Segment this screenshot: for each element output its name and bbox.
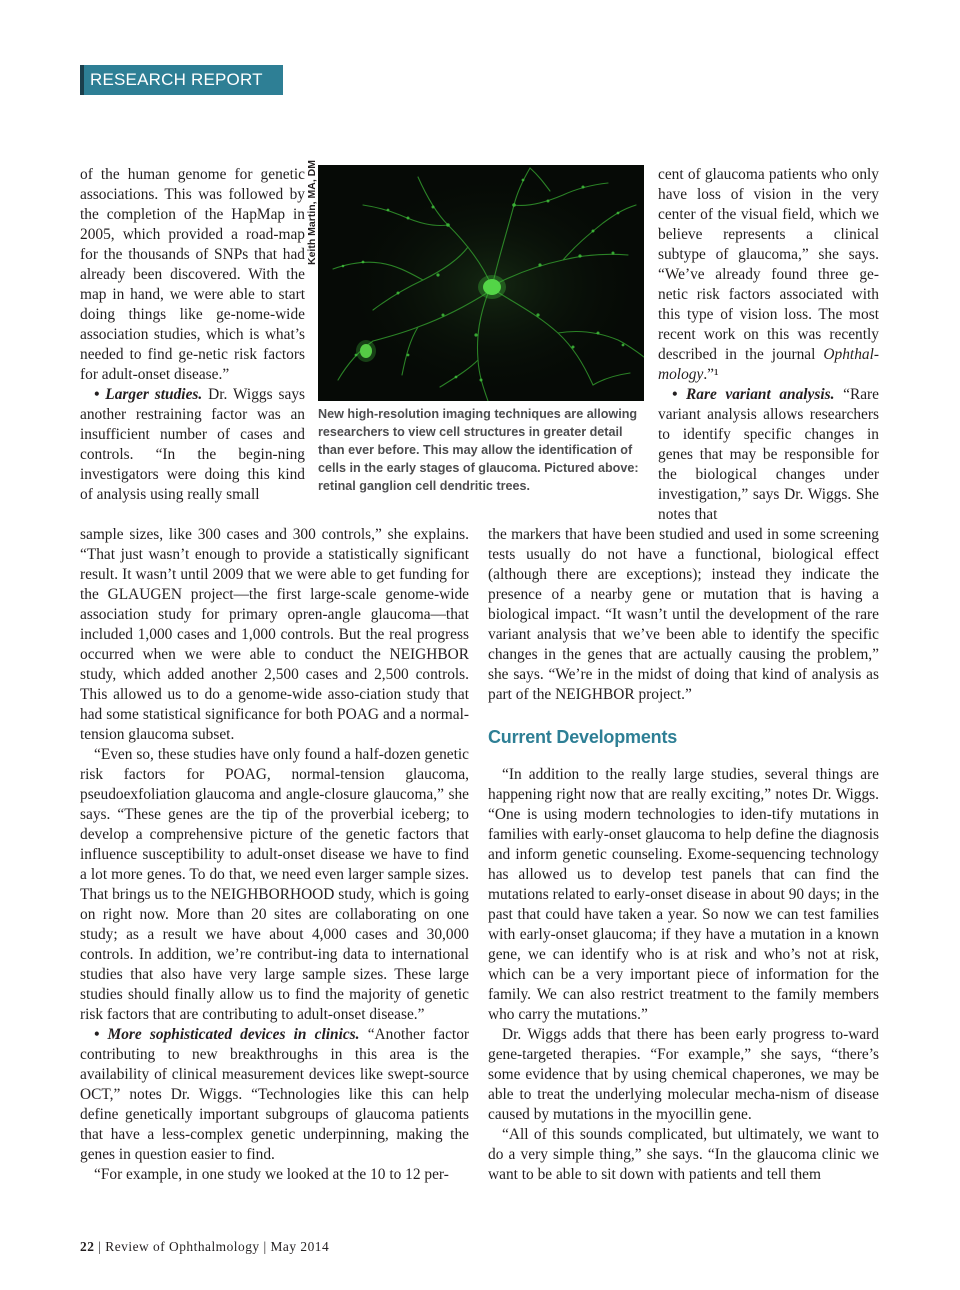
paragraph: “All of this sounds complicated, but ultimately, we want to do a very simple thing,” she says. “In the glaucoma clinic we want to be able to sit down with patients and tell them	[488, 1126, 879, 1183]
paragraph-larger-studies	[80, 385, 305, 505]
figure-caption: New high-resolution imaging techniques are allowing researchers to view cell structures in greater detail than ever before. This may allow the identification of cells in the early stages of glaucoma. Pictured above: retinal ganglion cell dendritic trees.	[318, 407, 639, 493]
footer-separator: |	[259, 1239, 271, 1254]
column-2-lower	[488, 765, 879, 1185]
paragraph: “In addition to the really large studies, several things are happening right now that are really exciting,” notes Dr. Wiggs. “One is using modern technologies to iden-tify mutations in families with early-onset glaucoma to help define the diagnosis and inform genetic counseling. Exome-sequencing technology has allowed us to develop test panels that can find the mutations related to early-onset disease in about 90 days; in the past that could have taken a year. So now we can test families with early-onset glaucoma; if they have a mutation in a known gene, we can identify who is at risk and who’s not at risk, which can be a very important piece of information for the family. We can also restrict treatment to the family members who carry the mutations.”	[488, 766, 879, 1023]
paragraph: “For example, in one study we looked at the 10 to 12 per-	[94, 1166, 449, 1183]
paragraph-text: “Rare variant analysis allows researchers to identify specific changes in genes that may be responsible for the biological changes under investigation,” says Dr. Wiggs. She notes that	[658, 386, 879, 523]
section-tag	[80, 65, 283, 95]
page-footer	[80, 1239, 329, 1255]
section-tag-accent	[80, 65, 84, 95]
paragraph: “Even so, these studies have only found a half-dozen genetic risk factors for POAG, normal-tension glaucoma, pseudoexfoliation glaucoma and angle-closure glaucoma,” she says. “These genes are the tip of the proverbial iceberg; to develop a comprehensive picture of the genetic factors that influence susceptibility to adult-onset disease we have to find a lot more genes. To do that, we need even larger sample sizes. That brings us to the NEIGHBORHOOD study, which is going on right now. More than 20 sites are collaborating on one study; as a result we have about 4,000 cases and 30,000 controls. In addition, we’re contribut-ing data to international studies that also have very large sample sizes. These large studies should finally allow us to find the majority of genetic risk factors that are contributing to adult-onset disease.”	[80, 746, 469, 1023]
footer-separator: |	[94, 1239, 106, 1254]
bullet-heading-rare-variant: • Rare variant analysis.	[672, 386, 835, 403]
bullet-heading-devices: • More sophisticated devices in clinics.	[94, 1026, 360, 1043]
page-number: 22	[80, 1239, 95, 1254]
retinal-ganglion-cell-photo	[318, 165, 644, 401]
paragraph	[658, 165, 879, 385]
paragraph: Dr. Wiggs adds that there has been early progress to-ward gene-targeted therapies. “For example,” she says, “there’s some evidence that by using chemical chaperones, we may be able to treat the underlying molecular mecha-nism of disease caused by mutations in the myocillin gene.	[488, 1026, 879, 1123]
paragraph-text: cent of glaucoma patients who only have loss of vision in the very center of the visual field, which we believe represents a clinical subtype of glaucoma,” she says. “We’ve already found three ge-netic risk factors associated with this type of vision loss. The most recent work on this was recently described in the journal	[658, 166, 879, 363]
section-tag-label: RESEARCH REPORT	[90, 70, 263, 89]
issue-date: May 2014	[270, 1239, 330, 1254]
publication-name: Review of Ophthalmology	[105, 1239, 260, 1254]
column-3-upper	[658, 165, 879, 525]
paragraph: of the human genome for genetic associations. This was followed by the completion of the HapMap in 2005, which provided a road-map for the thousands of SNPs that had already been discovered. With the map in hand, we were able to start doing things like ge-nome-wide association studies, which is what’s needed to find ge-netic risk factors for adult-onset disease.”	[80, 166, 305, 383]
paragraph-sophisticated-devices	[80, 1025, 469, 1165]
paragraph: the markers that have been studied and used in some screening tests usually do not have a functional, biological effect (although there are exceptions); instead they indicate the presence of a nearby gene or mutation that is having a biological impact. “It wasn’t until the development of the rare variant analysis that we’ve been able to identify the specific changes in the genes that are actually causing the problem,” she says. “We’re in the midst of doing that kind of analysis as part of the NEIGHBOR project.”	[488, 526, 879, 703]
column-1-upper	[80, 165, 305, 505]
paragraph-text: Dr. Wiggs says another restraining factor was an insufficient number of cases and controls. “In the begin-ning investigators were doing this kind of analysis using really small	[80, 386, 305, 503]
paragraph-end: .”¹	[703, 366, 719, 383]
column-2-upper	[488, 525, 879, 705]
bullet-heading-larger-studies: • Larger studies.	[94, 386, 203, 403]
paragraph-rare-variant	[658, 385, 879, 525]
paragraph: sample sizes, like 300 cases and 300 controls,” she explains. “That just wasn’t enough to provide a statistically significant result. It wasn’t until 2009 that we were able to get funding for the GLAUGEN project—the first large-scale genome-wide association study for primary opren-angle glaucoma—that included 1,000 cases and 1,000 controls. But the real progress occurred when we were able to conduct the NEIGHBOR study, which added another 2,500 cases and 2,500 controls. This allowed us to do a genome-wide asso-ciation study that had some statistical significance for both POAG and a normal-tension glaucoma subset.	[80, 526, 469, 743]
journal-name: Ophthal-mology	[658, 346, 879, 383]
paragraph-text: “Another factor contributing to new breakthroughs in this area is the availability of clinical measurement devices like swept-source OCT,” notes Dr. Wiggs. “Technologies like this can help define genetically important subgroups of glaucoma patients that have a less-complex genetic underpinning, making the genes in question easier to find.	[80, 1026, 470, 1163]
section-heading: Current Developments	[488, 727, 678, 747]
column-1-lower	[80, 525, 469, 1185]
photo-credit-text: Keith Martin, MA, DM	[306, 160, 318, 265]
